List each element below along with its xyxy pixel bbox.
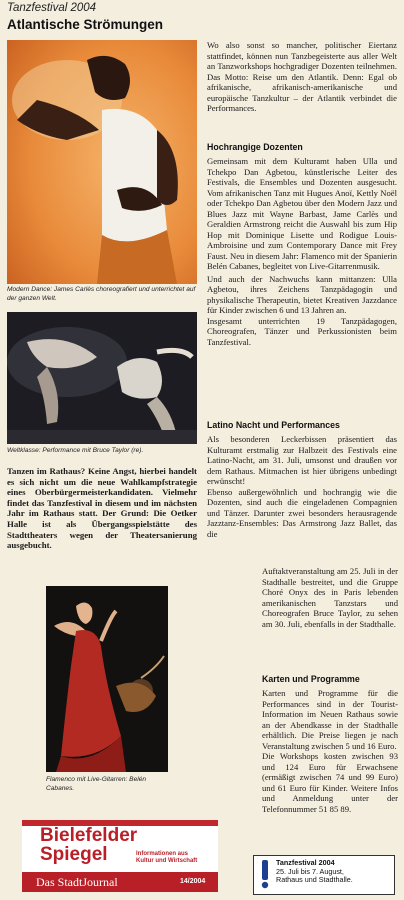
paragraph: Insgesamt unterrichten 19 Tanzpädagogen, Choreografen, Tänzer und Perkussionisten beim Tanzfestival. xyxy=(207,315,397,347)
info-line2: Rathaus und Stadthalle. xyxy=(276,875,353,885)
paragraph: Karten und Programme für die Performances sind in der Tourist-Information im Neuen Rathaus sowie an der Abendkasse in der Stadthalle erhältlich. Die Preise liegen je nach Veranstaltung zwischen 5 und 16 Euro. xyxy=(262,688,398,751)
caption-photo1: Modern Dance: James Carlès choreografiert und unterrichtet auf der ganzen Welt. xyxy=(7,286,196,302)
paragraph: Gemeinsam mit dem Kulturamt haben Ulla und Tchekpo Dan Agbetou, künstlerische Leiter des Festivals, die Ensembles und Dozenten ausgesucht. Vom afrikanischen Tanz mit Hugues Anoï, Kettly Noël oder Tchekpo Dan Agbetou über den Modern Jazz und Blues Jazz mit Wayne Barbast, Jame Carlès und Geraldien Armstrong reicht die Auswahl bis zum Hip Hop mit Dominique Lisette und Rodigue Louis-Ambroisine und zum Contemporary Dance mit Frey Faust. Neu in diesem Jahr: Flamenco mit der Spanierin Belén Cabanes, begleitet von Live-Gitarrenmusik. xyxy=(207,156,397,271)
article-col-karten xyxy=(262,688,398,814)
info-text xyxy=(276,859,353,885)
paragraph: Und auch der Nachwuchs kann mittanzen: Ulla Agbetou, ihres Zeichens Tanzpädagogin und physikalische Therapeutin, bietet Kreativen Jazzdance für Kinder zwischen 6 und 13 Jahren an. xyxy=(207,273,397,315)
article-col-right-lower xyxy=(207,434,397,539)
paragraph: Wo also sonst so mancher, politischer Eiertanz stattfindet, können nun Tanzbegeisterte aus aller Welt an Tanzworkshops hochgradiger Dozenten teilnehmen. Das Motto: Reise um den Atlantik. Denn: Egal ob afrikanische, afrikanisch-amerikanische und europäische Tanzkultur – der Atlantik verbindet die Performances. xyxy=(207,40,397,113)
photo-performance xyxy=(7,312,197,444)
article-col-right-mid xyxy=(207,156,397,347)
subheading-karten: Karten und Programme xyxy=(262,674,360,684)
caption-photo3: Flamenco mit Live-Gitarren: Belén Cabanes. xyxy=(46,776,147,792)
masthead-title-line1: Bielefelder xyxy=(40,825,138,846)
paragraph: Auftaktveranstaltung am 25. Juli in der Stadthalle bestreitet, und die Gruppe Choré Onyx des in Paris lebenden amerikanischen Tanzstars und Choreografen Bruce Taylor, zu sehen am 30. Juli, ebenfalls in der Stadthalle. xyxy=(262,566,398,629)
intro-text: Tanzen im Rathaus? Keine Angst, hierbei handelt es sich nicht um die neue Wahlkampfstrategie eines Oberbürgermeisterkandidaten. Vielmehr findet das Tanzfestival in diesem und im nächsten Jahr im Rathaus statt. Der Grund: Die Oetker Halle ist als Übergangsspielstätte des Stadttheaters wegen der Theatersanierung ausgebucht. xyxy=(7,466,197,551)
info-line1: 25. Juli bis 7. August, xyxy=(276,866,344,876)
modern-dance-image xyxy=(7,40,197,284)
paragraph: Ebenso außergewöhnlich und hochrangig wie die Dozenten, sind auch die eingeladenen Compagnien und Tänzer. Darunter zwei besonders herausragende Jazztanz-Ensembles: Das Armstrong Jazz Ballet, das die xyxy=(207,486,397,539)
article-col-continuation xyxy=(262,566,398,629)
masthead-tagline-line2: Kultur und Wirtschaft xyxy=(136,858,198,864)
info-box xyxy=(253,855,395,895)
flamenco-image xyxy=(46,586,168,772)
photo-flamenco xyxy=(46,586,168,772)
subheading-dozenten: Hochrangige Dozenten xyxy=(207,142,303,152)
masthead-title xyxy=(40,826,137,864)
masthead-issue: 14/2004 xyxy=(180,878,206,885)
performance-image xyxy=(7,312,197,444)
paragraph: Die Workshops kosten zwischen 93 und 124 Euro für Erwachsene (ermäßigt zwischen 74 und 99 Euro) und 61 Euro für Kinder. Weitere Infos und Anmeldung unter der Telefonnummer 51 85 89. xyxy=(262,751,398,814)
article-col-right-top xyxy=(207,40,397,114)
exclamation-icon xyxy=(257,859,273,889)
caption-photo2: Weltklasse: Performance mit Bruce Taylor (re). xyxy=(7,447,144,454)
headline: Atlantische Strömungen xyxy=(7,17,164,32)
paragraph: Als besonderen Leckerbissen präsentiert das Kulturamt erstmalig zur Halbzeit des Festivals eine Latino-Nacht, am 31. Juli, umsonst und draußen vor dem Rathaus. Mitmachen ist hier übrigens unbedingt erwünscht! xyxy=(207,434,397,486)
masthead-title-line2: Spiegel xyxy=(40,844,108,865)
masthead-tagline-line1: Informationen aus xyxy=(136,851,189,857)
masthead-tagline xyxy=(136,851,197,865)
kicker: Tanzfestival 2004 xyxy=(7,2,97,14)
info-title: Tanzfestival 2004 xyxy=(276,858,335,867)
masthead-journal: Das StadtJournal xyxy=(36,875,118,889)
masthead-logo xyxy=(22,820,218,892)
photo-modern-dance xyxy=(7,40,197,284)
subheading-latino: Latino Nacht und Performances xyxy=(207,420,340,430)
